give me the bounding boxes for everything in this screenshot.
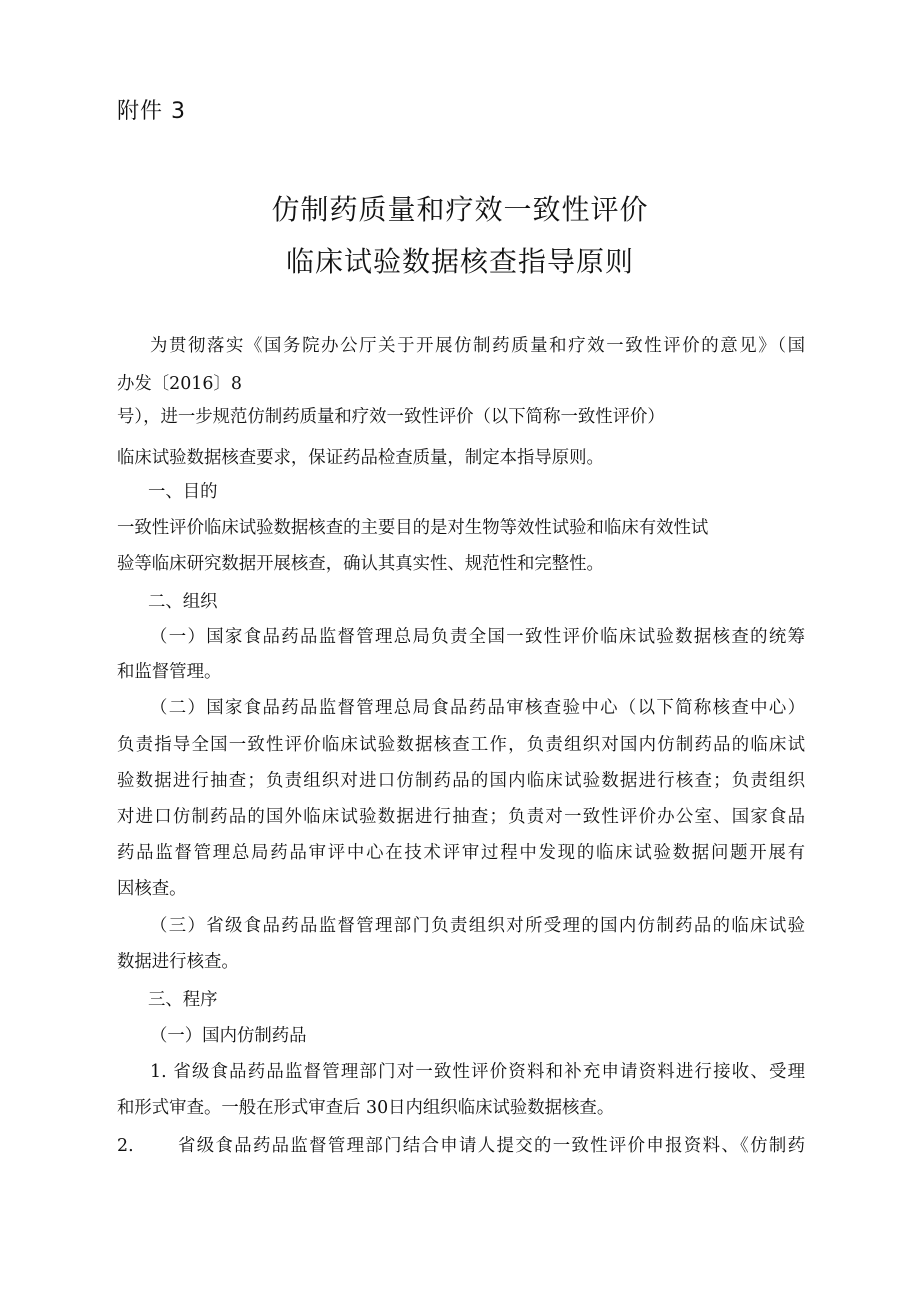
document-title-line-2: 临床试验数据核查指导原则 <box>285 245 634 278</box>
body-line: 负责指导全国一致性评价临床试验数据核查工作，负责组织对国内仿制药品的临床试 <box>117 735 805 755</box>
section-heading: 一、目的 <box>148 482 218 502</box>
body-line: 临床试验数据核查要求，保证药品检查质量，制定本指导原则。 <box>117 448 604 468</box>
body-line: （一）国家食品药品监督管理总局负责全国一致性评价临床试验数据核查的统筹 <box>150 627 805 647</box>
subsection-heading: （一）国内仿制药品 <box>150 1026 307 1046</box>
body-line: 1. 省级食品药品监督管理部门对一致性评价资料和补充申请资料进行接收、受理 <box>150 1062 805 1082</box>
body-line: 和形式审查。一般在形式审查后 30日内组织临床试验数据核查。 <box>117 1098 615 1118</box>
section-heading: 三、程序 <box>148 990 218 1010</box>
body-line: 省级食品药品监督管理部门结合申请人提交的一致性评价申报资料、《仿制药 <box>178 1136 805 1156</box>
body-line: 为贯彻落实《国务院办公厅关于开展仿制药质量和疗效一致性评价的意见》（国 <box>150 336 805 356</box>
body-line: 一致性评价临床试验数据核查的主要目的是对生物等效性试验和临床有效性试 <box>117 518 709 538</box>
body-line: （三）省级食品药品监督管理部门负责组织对所受理的国内仿制药品的临床试验 <box>150 916 805 936</box>
body-line: 数据进行核查。 <box>117 952 239 972</box>
body-line: 号），进一步规范仿制药质量和疗效一致性评价（以下简称一致性评价） <box>117 407 665 427</box>
body-line: 对进口仿制药品的国外临床试验数据进行抽查；负责对一致性评价办公室、国家食品 <box>117 807 805 827</box>
body-line: 办发〔2016〕8 <box>117 374 242 394</box>
body-line: 和监督管理。 <box>117 662 222 682</box>
document-title-line-1: 仿制药质量和疗效一致性评价 <box>271 193 649 226</box>
body-line: 验等临床研究数据开展核查，确认其真实性、规范性和完整性。 <box>117 554 604 574</box>
body-line: 药品监督管理总局药品审评中心在技术评审过程中发现的临床试验数据问题开展有 <box>117 843 805 863</box>
body-line: （二）国家食品药品监督管理总局食品药品审核查验中心（以下简称核查中心） <box>150 698 805 718</box>
body-line: 因核查。 <box>117 879 187 899</box>
body-line: 验数据进行抽查；负责组织对进口仿制药品的国内临床试验数据进行核查；负责组织 <box>117 771 805 791</box>
list-number: 2. <box>117 1136 134 1156</box>
attachment-label: 附件 3 <box>117 99 186 124</box>
section-heading: 二、组织 <box>148 592 218 612</box>
